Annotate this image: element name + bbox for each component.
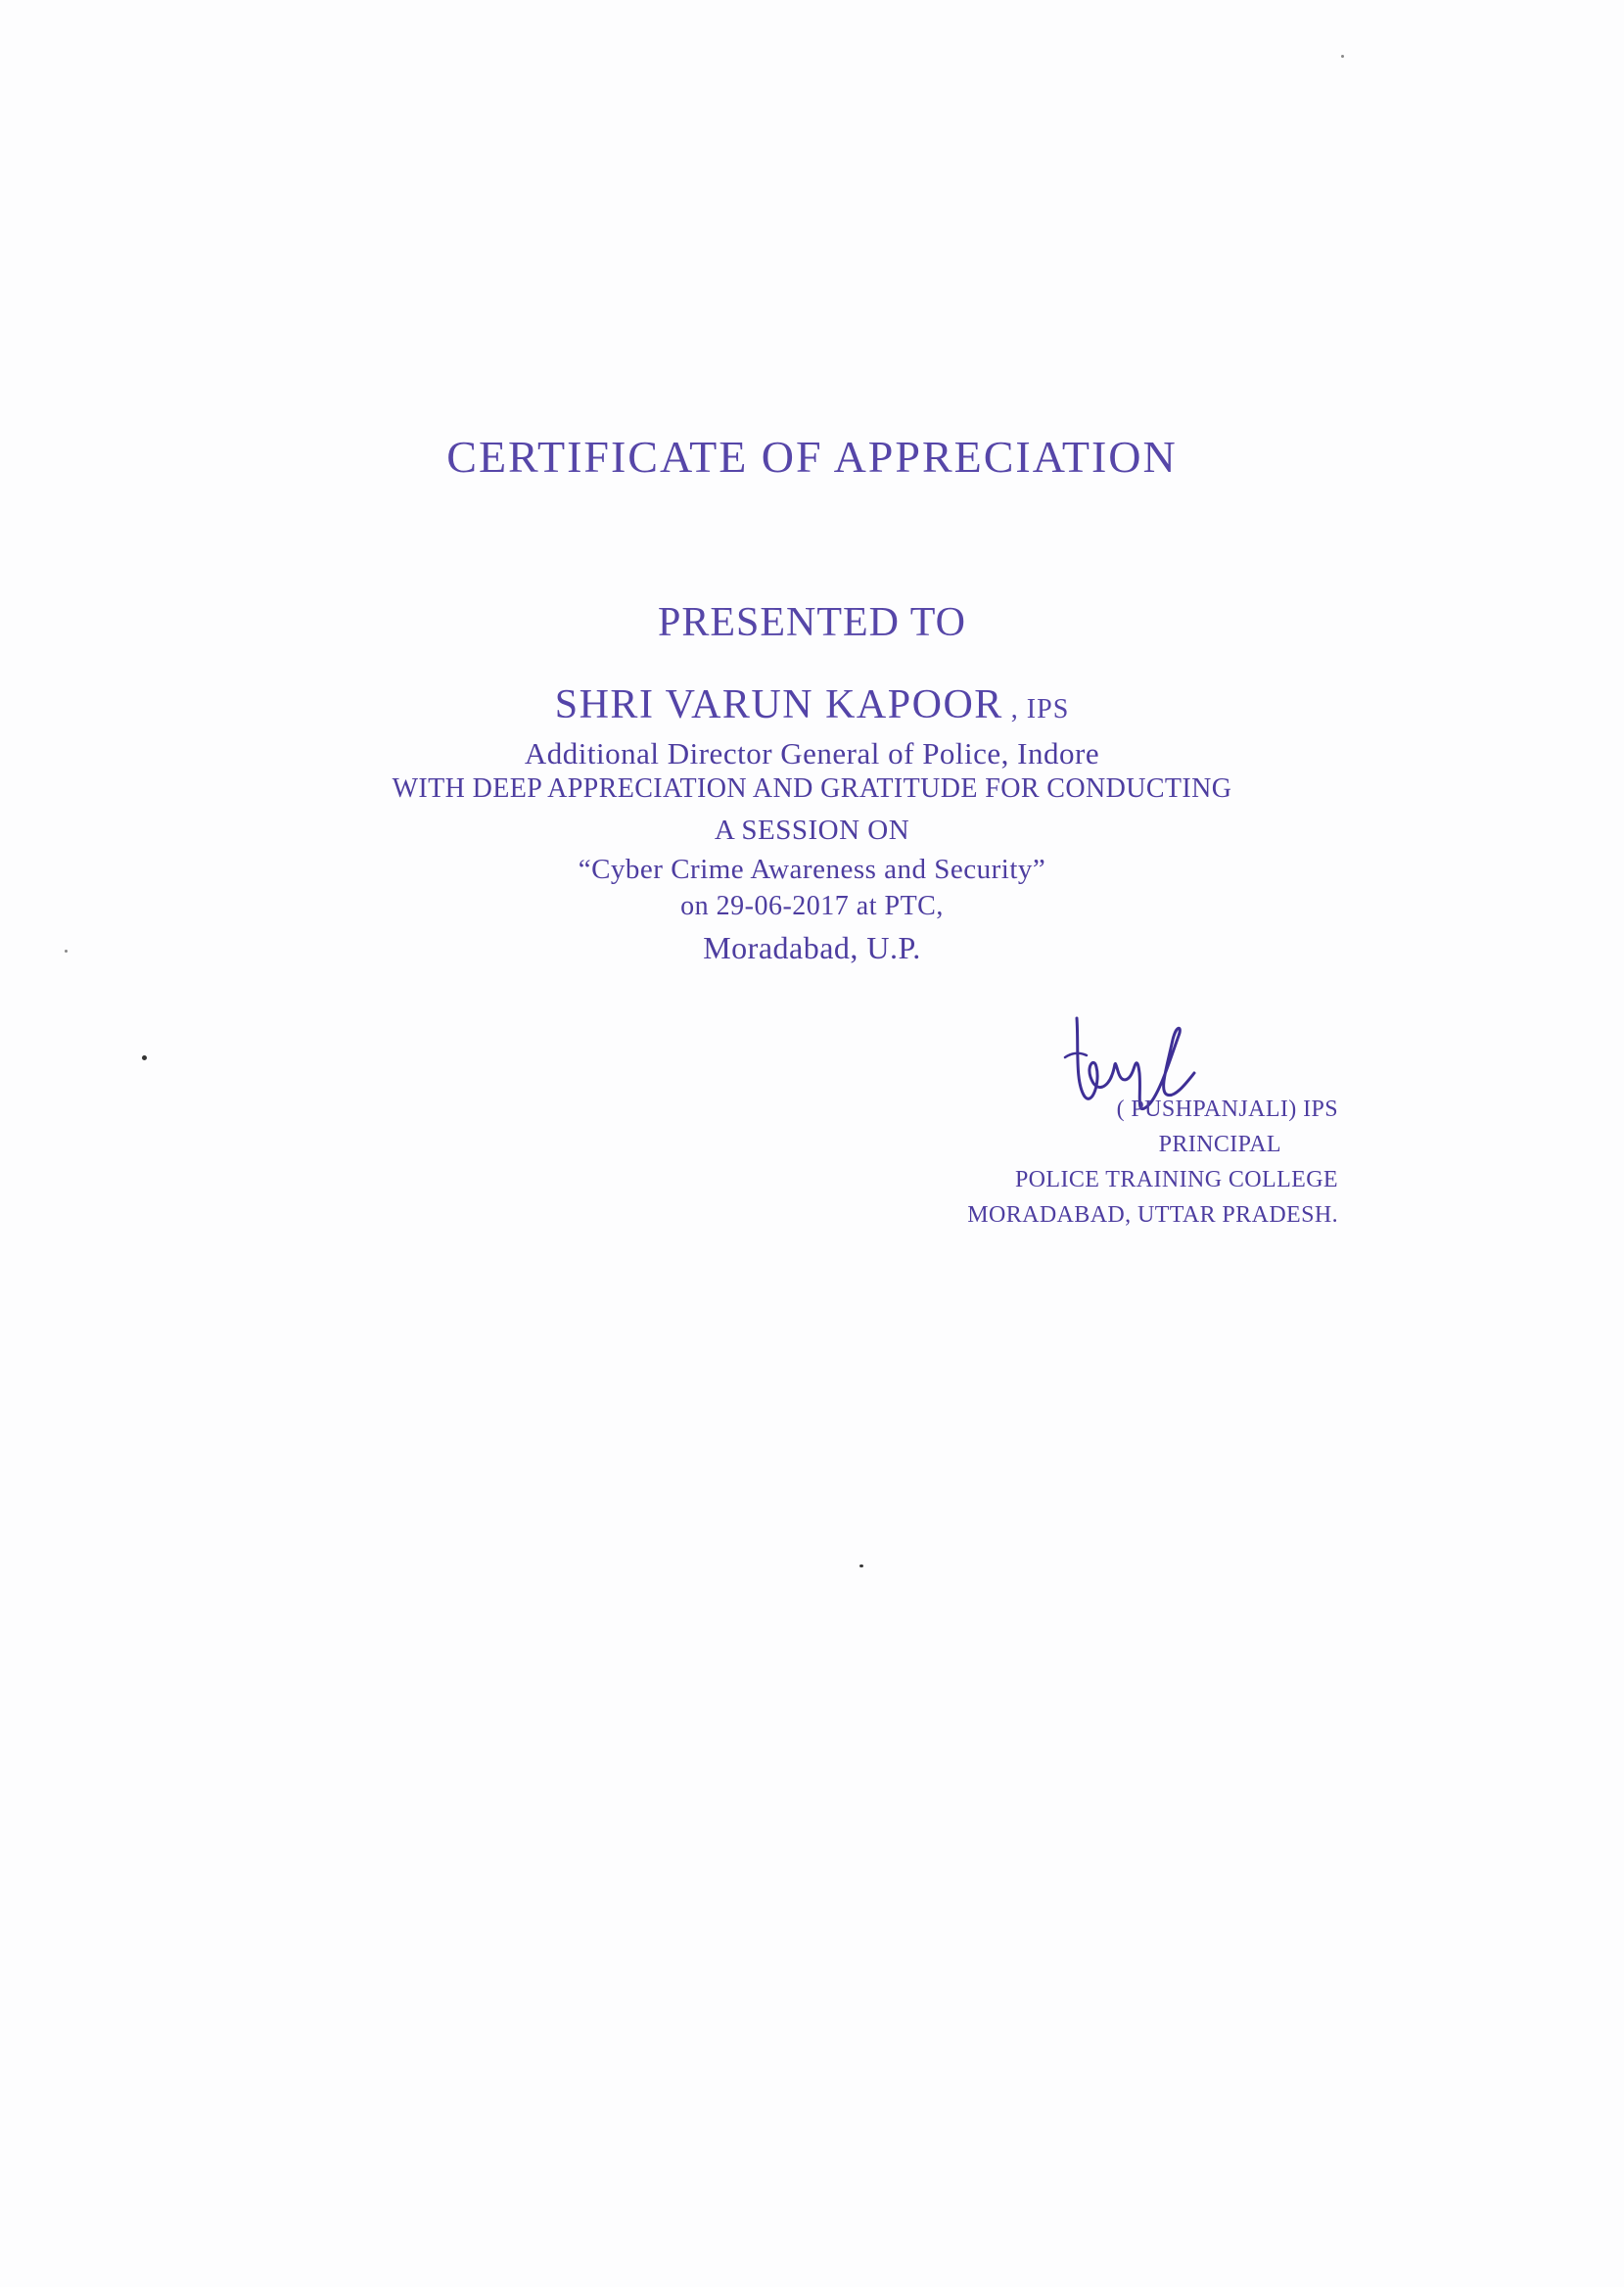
scan-speck	[65, 950, 68, 953]
signatory-title: PRINCIPAL	[1158, 1132, 1281, 1157]
recipient-designation: Additional Director General of Police, Indore	[524, 736, 1100, 770]
signatory-location: MORADABAD, UTTAR PRADESH.	[967, 1202, 1338, 1228]
session-line: A SESSION ON	[714, 815, 910, 846]
session-topic: “Cyber Crime Awareness and Security”	[578, 854, 1046, 885]
signatory-block	[967, 1092, 1338, 1233]
recipient-suffix: , IPS	[1002, 694, 1070, 724]
recipient-name-line	[0, 681, 1624, 728]
recipient-name: SHRI VARUN KAPOOR	[554, 682, 1003, 727]
scan-speck	[859, 1564, 863, 1567]
presented-to-heading: PRESENTED TO	[658, 600, 966, 645]
scan-speck	[142, 1055, 147, 1060]
signatory-name: ( PUSHPANJALI) IPS	[1116, 1097, 1338, 1122]
session-date: on 29-06-2017 at PTC,	[680, 891, 944, 921]
certificate-title: CERTIFICATE OF APPRECIATION	[446, 432, 1178, 482]
signatory-institution: POLICE TRAINING COLLEGE	[1014, 1167, 1338, 1192]
scan-speck	[1341, 55, 1344, 58]
session-place: Moradabad, U.P.	[703, 930, 921, 965]
gratitude-line: WITH DEEP APPRECIATION AND GRATITUDE FOR CONDUCTING	[392, 773, 1232, 804]
